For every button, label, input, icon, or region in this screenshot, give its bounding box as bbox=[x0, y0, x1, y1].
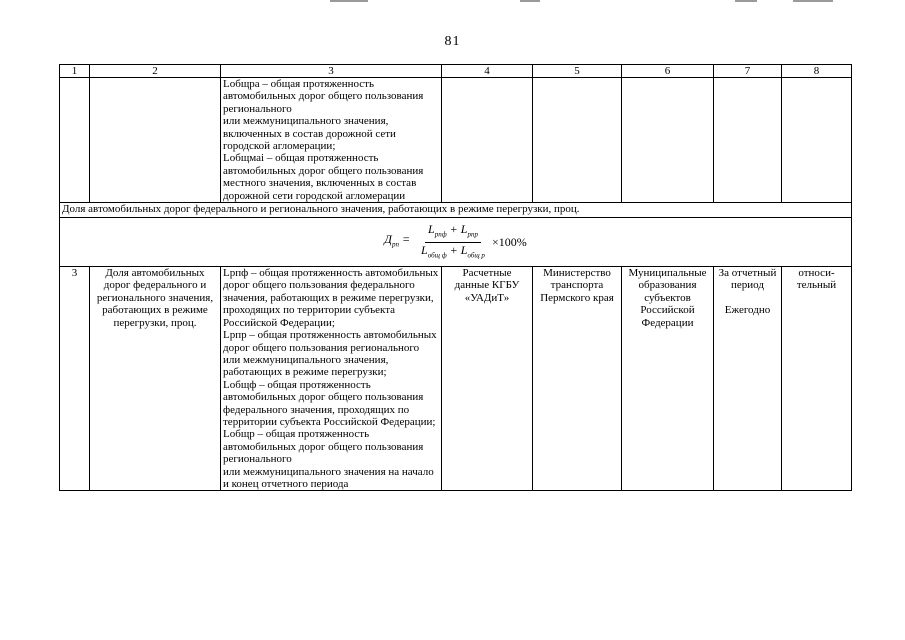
formula-term-sub: общ р bbox=[467, 250, 485, 259]
formula-term: L bbox=[460, 221, 468, 236]
scan-top-marks bbox=[0, 0, 905, 4]
data-source: Расчетные данные КГБУ «УАДиТ» bbox=[442, 267, 533, 491]
cell-empty bbox=[60, 78, 90, 203]
definition-text: Lобщмаi – общая протяженность автомобильных дорог общего пользования местного значения, включенных в состав дорожной сети городской агломерации bbox=[223, 152, 424, 202]
formula-term: L bbox=[421, 242, 428, 257]
page-number: 81 bbox=[444, 34, 461, 49]
header-cell: 5 bbox=[533, 65, 622, 78]
cell-empty bbox=[622, 78, 714, 203]
header-cell: 7 bbox=[714, 65, 782, 78]
table-header-row bbox=[60, 65, 852, 78]
definition-text: или межмуниципального значения, работающих в режиме перегрузки; bbox=[223, 353, 389, 379]
section-title: Доля автомобильных дорог федерального и регионального значения, работающих в режиме перегрузки, проц. bbox=[60, 203, 852, 218]
header-cell: 3 bbox=[221, 65, 442, 78]
header-cell: 6 bbox=[622, 65, 714, 78]
formula: $Д_{рп}$ = $\frac{L_{рпф} + L_{рпр}}{L_{общ ф} + L_{общ р}}$ ×100% bbox=[384, 223, 526, 262]
header-cell: 8 bbox=[782, 65, 852, 78]
formula-fraction bbox=[418, 223, 488, 262]
definition-cell bbox=[221, 78, 442, 203]
definition-text: Lобщф – общая протяженность автомобильных дорог общего пользования федерального значения, проходящих по территории субъекта Российской Федерации; bbox=[223, 378, 436, 428]
header-cell: 2 bbox=[90, 65, 221, 78]
definition-text: Lобщр – общая протяженность автомобильных дорог общего пользования регионального bbox=[223, 428, 424, 466]
definition-text: Lрпр – общая протяженность автомобильных дорог общего пользования регионального bbox=[223, 329, 437, 354]
formula-term-sub: общ ф bbox=[427, 250, 447, 259]
formula-term: L bbox=[428, 221, 435, 236]
formula-term-sub: рпф bbox=[434, 230, 447, 239]
formula-row bbox=[60, 218, 852, 267]
header-cell: 1 bbox=[60, 65, 90, 78]
cell-empty bbox=[533, 78, 622, 203]
formula-denominator: $L_{общ ф} + L_{общ р}$ bbox=[421, 242, 485, 259]
formula-lhs-sub: рп bbox=[391, 240, 399, 249]
section-row bbox=[60, 203, 852, 218]
header-cell: 4 bbox=[442, 65, 533, 78]
definition-text: или межмуниципального значения, включенных в состав дорожной сети городской агломерации; bbox=[223, 115, 396, 153]
responsible-body: Министерство транспорта Пермского края bbox=[533, 267, 622, 491]
formula-cell bbox=[60, 218, 852, 267]
formula-term-sub: рпр bbox=[467, 230, 478, 239]
definition-text: Lрпф – общая протяженность автомобильных дорог общего пользования федерального значения, работающих в режиме перегрузки, проходящих по территории субъекта Российской Федерации; bbox=[223, 267, 439, 329]
table-row-continued bbox=[60, 78, 852, 203]
indicator-name: Доля автомобильных дорог федерального и регионального значения, работающих в режиме перегрузки, проц. bbox=[90, 267, 221, 491]
indicator-type: относи-тельный bbox=[782, 267, 852, 491]
formula-numerator: $L_{рпф} + L_{рпр}$ bbox=[425, 223, 481, 243]
definition-text: Lобщра – общая протяженность автомобильных дорог общего пользования регионального bbox=[223, 78, 424, 115]
formula-term: L bbox=[460, 242, 468, 257]
cell-empty bbox=[442, 78, 533, 203]
definition-text: или межмуниципального значения на начало и конец отчетного периода bbox=[223, 465, 434, 490]
frequency-text: Ежегодно bbox=[724, 303, 771, 316]
indicator-table bbox=[59, 64, 852, 491]
formula-tail: ×100% bbox=[491, 234, 527, 249]
formula-lhs: Д bbox=[384, 232, 392, 247]
cell-empty bbox=[714, 78, 782, 203]
cell-empty bbox=[90, 78, 221, 203]
definition-cell bbox=[221, 267, 442, 491]
row-number: 3 bbox=[60, 267, 90, 491]
table-row-3 bbox=[60, 267, 852, 491]
period-cell bbox=[714, 267, 782, 491]
period-text: За отчетный период bbox=[718, 267, 777, 292]
cell-empty bbox=[782, 78, 852, 203]
responsible-municipalities: Муниципальные образования субъектов Российской Федерации bbox=[622, 267, 714, 491]
